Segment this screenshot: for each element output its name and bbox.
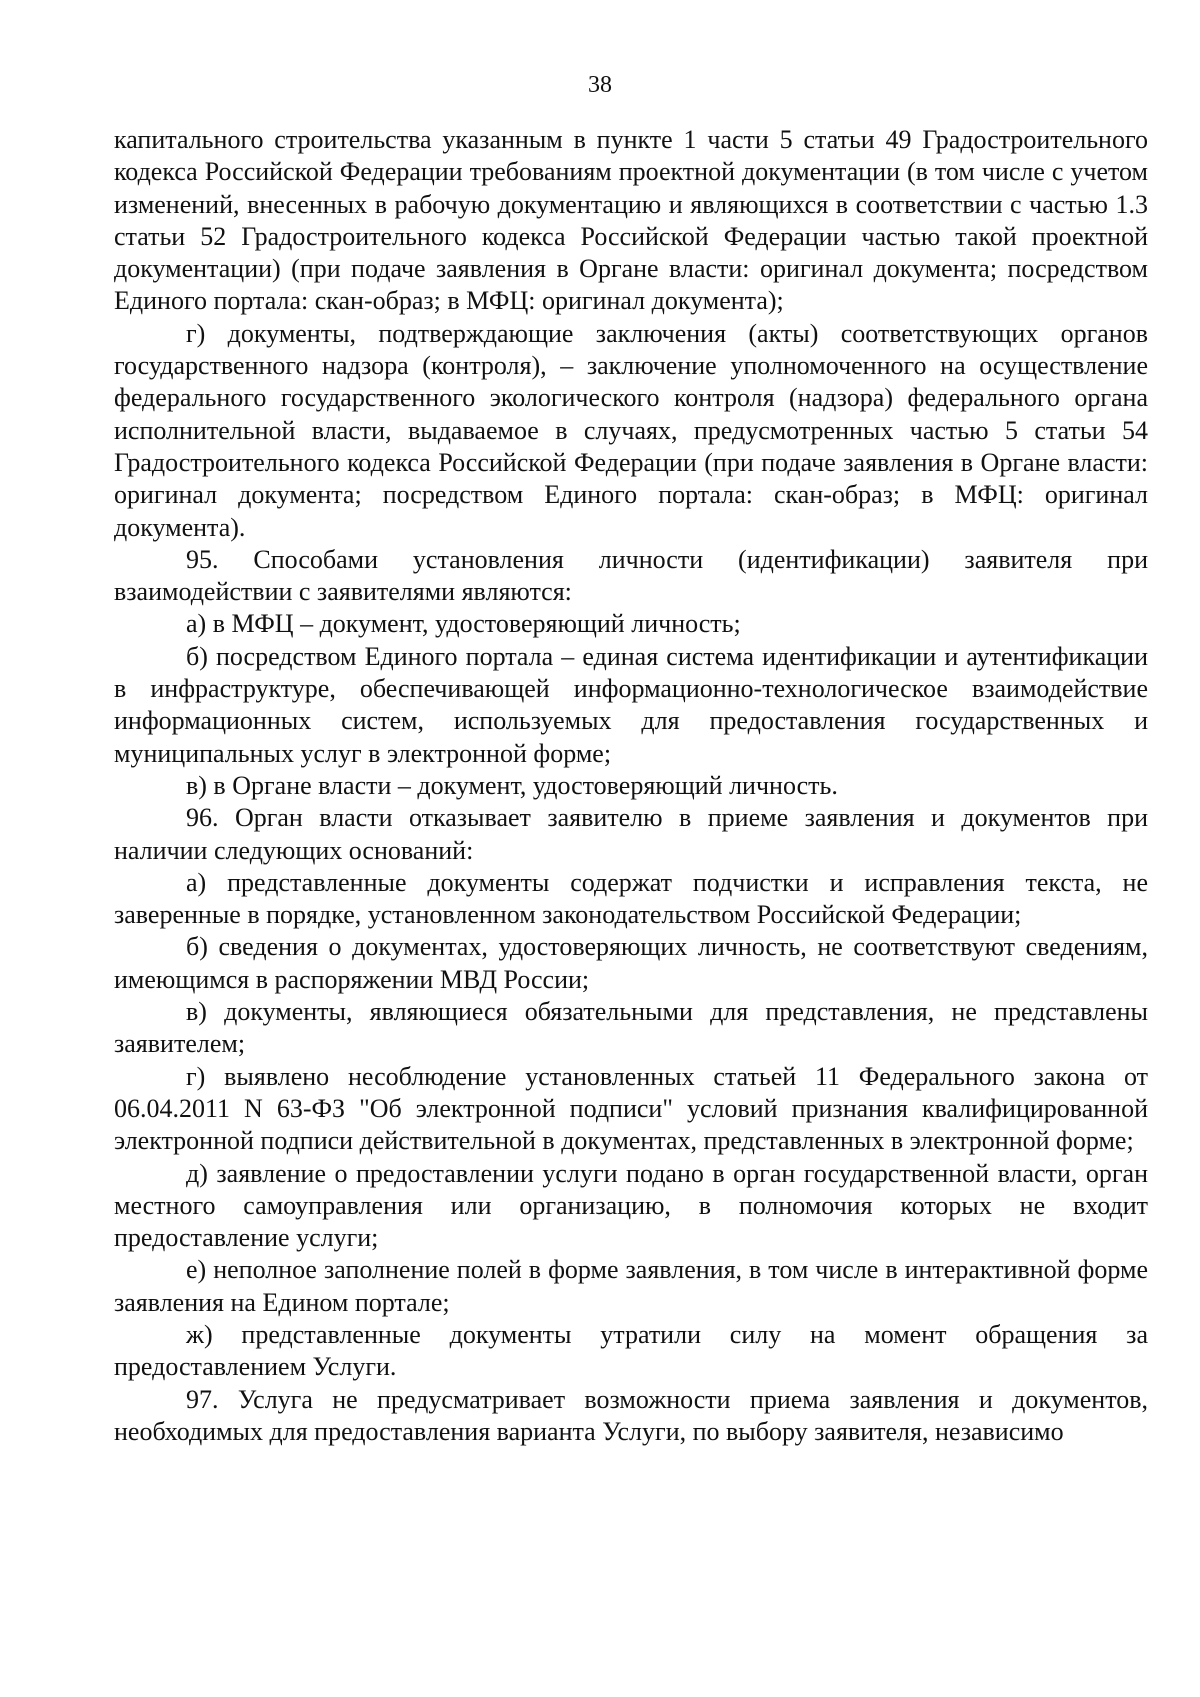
page-number: 38 — [588, 72, 612, 98]
paragraph-95-v: в) в Органе власти – документ, удостоверяющий личность. — [186, 770, 838, 800]
paragraph-96-v: в) документы, являющиеся обязательными для представления, не представлены заявителем; — [114, 997, 1148, 1059]
paragraph-97: 97. Услуга не предусматривает возможности приема заявления и документов, необходимых для предоставления варианта Услуги, по выбору заявителя, независимо — [114, 1384, 1148, 1446]
paragraph-95-b: б) посредством Единого портала – единая система идентификации и аутентификации в инфраструктуре, обеспечивающей информационно-технологическое взаимодействие информационных систем, используемых для предоставления государственных и муниципальных услуг в электронной форме; — [114, 641, 1148, 768]
paragraph-95-a: а) в МФЦ – документ, удостоверяющий личность; — [186, 609, 741, 639]
paragraph-96: 96. Орган власти отказывает заявителю в приеме заявления и документов при наличии следующих оснований: — [114, 803, 1148, 865]
paragraph-96-d: д) заявление о предоставлении услуги подано в орган государственной власти, орган местного самоуправления или организацию, в полномочия которых не входит предоставление услуги; — [114, 1158, 1148, 1253]
paragraph-96-zh: ж) представленные документы утратили силу на момент обращения за предоставлением Услуги. — [114, 1319, 1148, 1382]
paragraph-95: 95. Способами установления личности (идентификации) заявителя при взаимодействии с заявителями являются: — [114, 544, 1148, 607]
paragraph-96-g: г) выявлено несоблюдение установленных статьей 11 Федерального закона от 06.04.2011 N 63-ФЗ "Об электронной подписи" условий признания квалифицированной электронной подписи действительной в документах, представленных в электронной форме; — [114, 1061, 1148, 1156]
paragraph-continuation: капитального строительства указанным в пункте 1 части 5 статьи 49 Градостроительного кодекса Российской Федерации требованиям проектной документации (в том числе с учетом изменений, внесенных в рабочую документацию и являющихся в соответствии с частью 1.3 статьи 52 Градостроительного кодекса Российской Федерации частью такой проектной документации) (при подаче заявления в Органе власти: оригинал документа; посредством Единого портала: скан-образ; в МФЦ: оригинал документа); — [114, 125, 1148, 316]
paragraph-96-a: а) представленные документы содержат подчистки и исправления текста, не заверенные в порядке, установленном законодательством Российской Федерации; — [114, 867, 1148, 930]
paragraph-item-g-documents: г) документы, подтверждающие заключения (акты) соответствующих органов государственного надзора (контроля), – заключение уполномоченного на осуществление федерального государственного экологического контроля (надзора) федерального органа исполнительной власти, выдаваемое в случаях, предусмотренных частью 5 статьи 54 Градостроительного кодекса Российской Федерации (при подаче заявления в Органе власти: оригинал документа; посредством Единого портала: скан-образ; в МФЦ: оригинал документа). — [114, 318, 1148, 542]
paragraph-96-e: е) неполное заполнение полей в форме заявления, в том числе в интерактивной форме заявления на Едином портале; — [114, 1255, 1148, 1317]
document-body — [114, 124, 1148, 1448]
paragraph-96-b: б) сведения о документах, удостоверяющих личность, не соответствуют сведениям, имеющимся в распоряжении МВД России; — [114, 932, 1148, 994]
